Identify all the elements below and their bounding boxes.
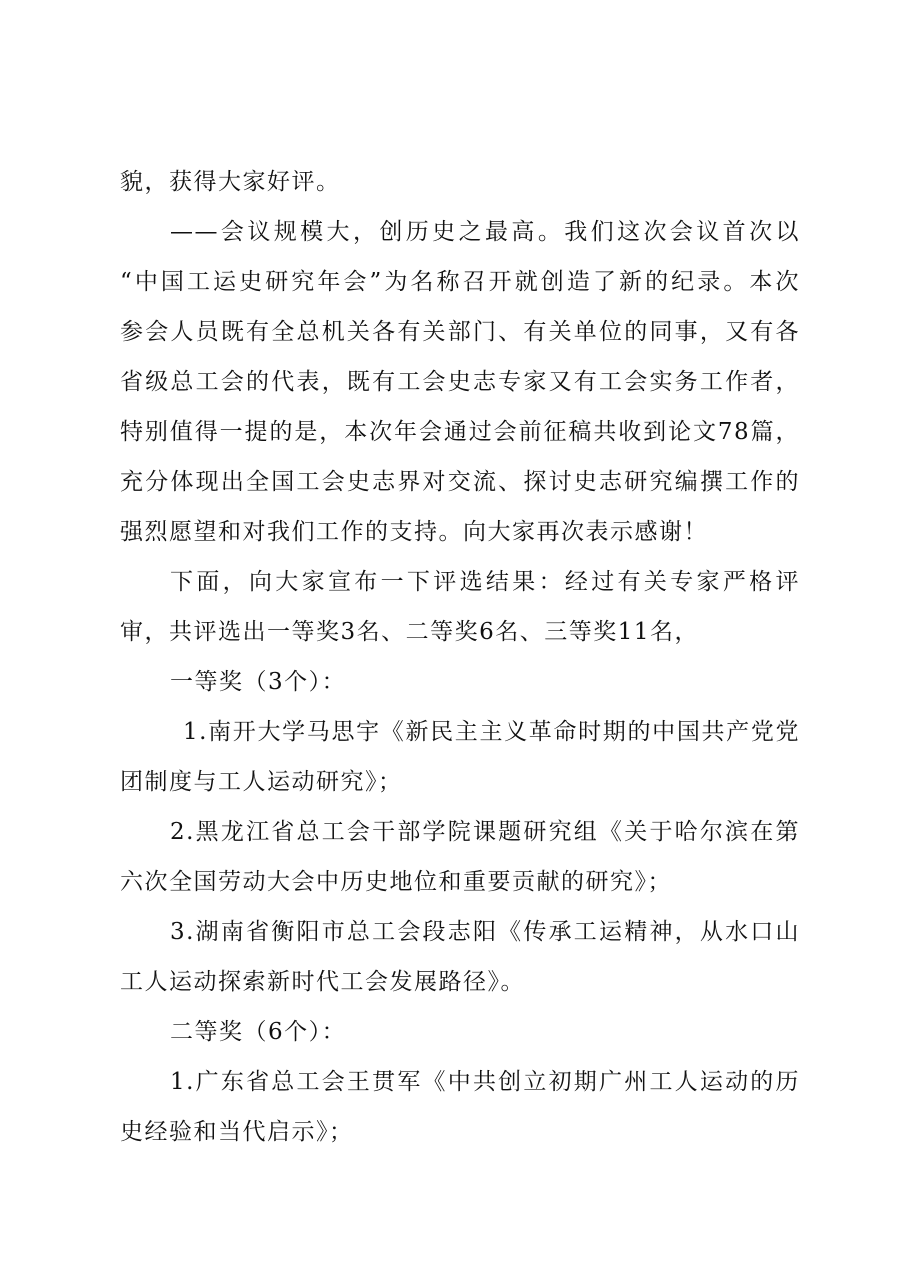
text-line: 工人运动探索新时代工会发展路径》。 <box>120 969 525 995</box>
text-line: 审，共评选出一等奖3名、二等奖6名、三等奖11名， <box>120 619 700 645</box>
text-line: 下面，向大家宣布一下评选结果：经过有关专家严格评 <box>170 569 800 595</box>
text-line: ——会议规模大，创历史之最高。我们这次会议首次以 <box>170 219 800 245</box>
text-line: 参会人员既有全总机关各有关部门、有关单位的同事，又有各 <box>120 319 800 345</box>
text-line: 1.广东省总工会王贯军《中共创立初期广州工人运动的历 <box>170 1069 800 1095</box>
text-line: 特别值得一提的是，本次年会通过会前征稿共收到论文78篇， <box>120 419 800 445</box>
text-line: 1.南开大学马思宇《新民主主义革命时期的中国共产党党 <box>183 719 800 745</box>
text-line: 六次全国劳动大会中历史地位和重要贡献的研究》； <box>120 869 672 895</box>
text-line: 省级总工会的代表，既有工会史志专家又有工会实务工作者， <box>120 369 800 395</box>
text-line: “中国工运史研究年会”为名称召开就创造了新的纪录。本次 <box>120 269 800 295</box>
text-line: 2.黑龙江省总工会干部学院课题研究组《关于哈尔滨在第 <box>170 819 800 845</box>
text-line: 3.湖南省衡阳市总工会段志阳《传承工运精神，从水口山 <box>170 919 800 945</box>
text-line: 团制度与工人运动研究》； <box>120 769 403 795</box>
section-heading: 二等奖（6个）： <box>170 1019 347 1045</box>
text-line: 史经验和当代启示》； <box>120 1119 354 1145</box>
text-line: 强烈愿望和对我们工作的支持。向大家再次表示感谢！ <box>120 519 708 545</box>
text-line: 充分体现出全国工会史志界对交流、探讨史志研究编撰工作的 <box>120 469 800 495</box>
section-heading: 一等奖（3个）： <box>170 669 347 695</box>
text-line: 貌，获得大家好评。 <box>120 169 341 195</box>
